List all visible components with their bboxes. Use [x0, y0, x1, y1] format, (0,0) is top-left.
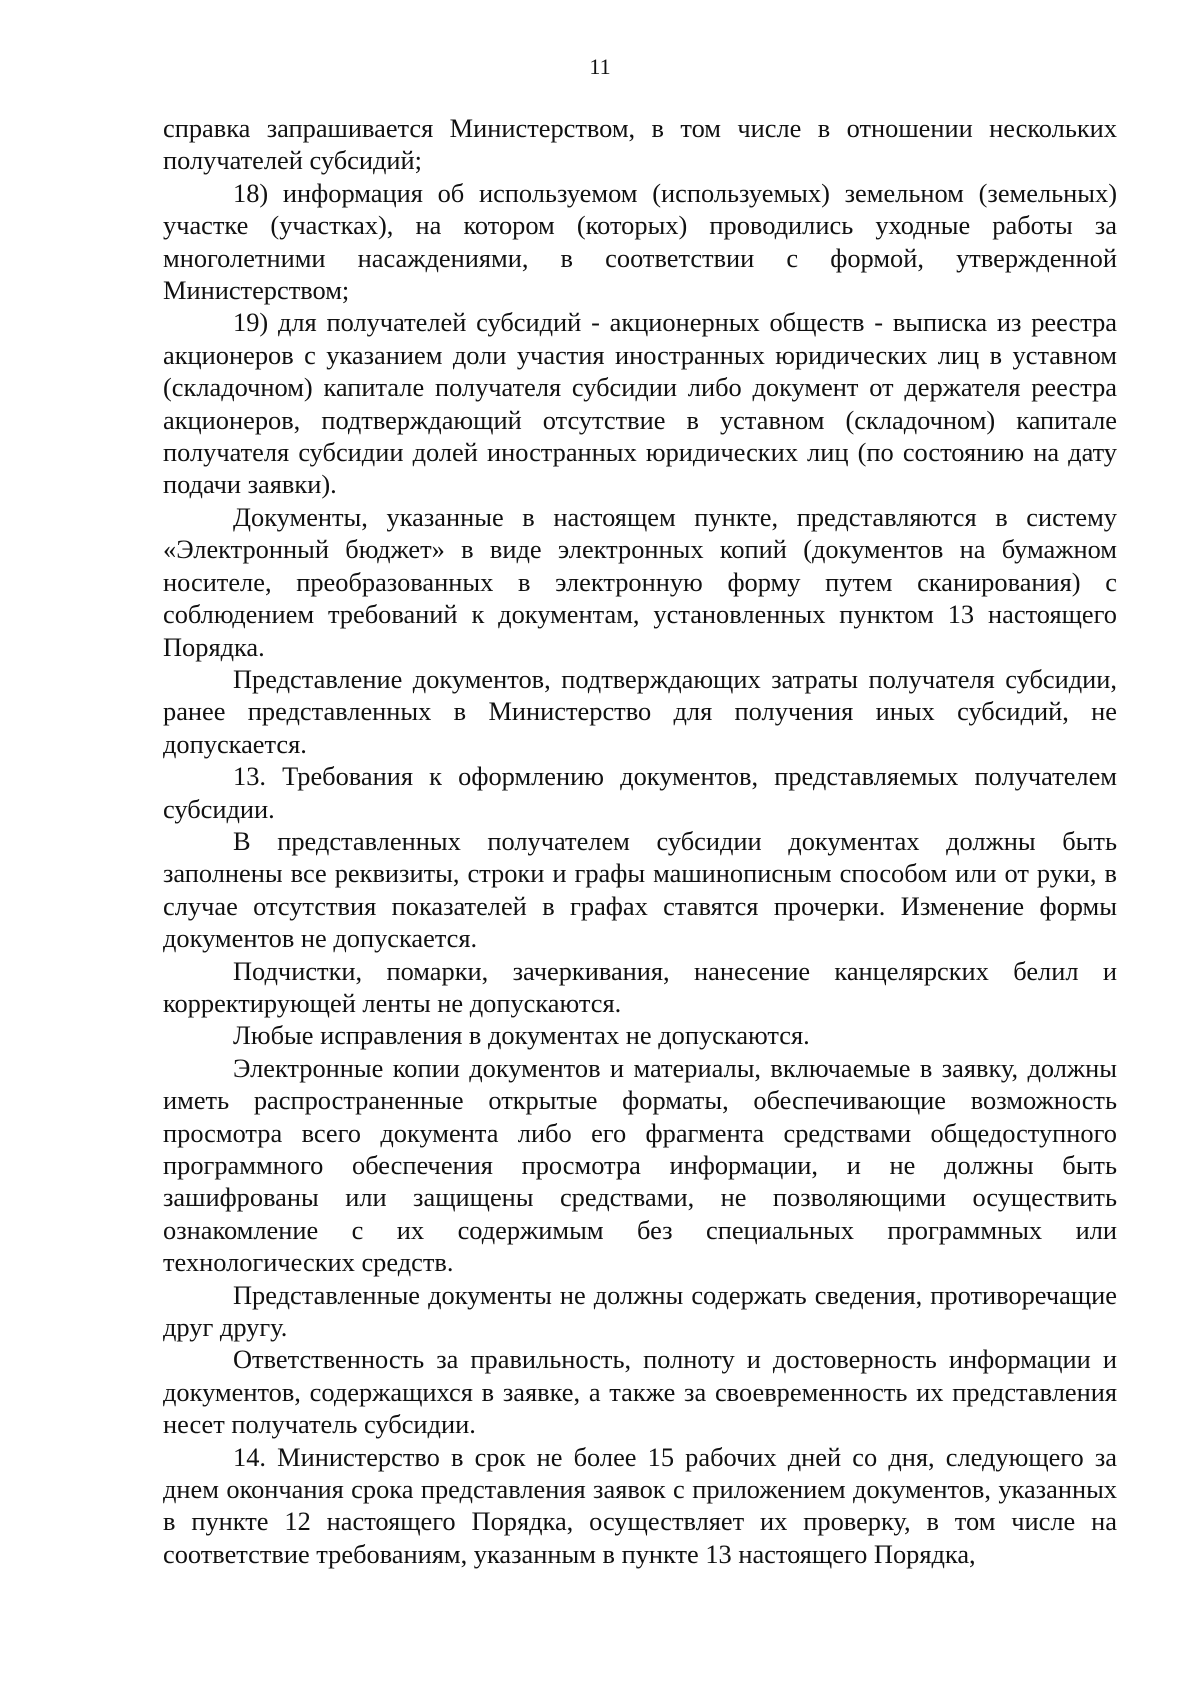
paragraph-documents-submission: Документы, указанные в настоящем пункте, представляются в систему «Электронный бюджет» в виде электронных копий (документов на бумажном носителе, преобразованных в электронную форму путем сканирования) с соблюдением требований к документам, установленных пунктом 13 настоящего Порядка. — [163, 501, 1117, 662]
paragraph-corrections-forbidden: Подчистки, помарки, зачеркивания, нанесение канцелярских белил и корректирующей ленты не допускаются. — [163, 955, 1117, 1018]
paragraph-responsibility: Ответственность за правильность, полноту и достоверность информации и документов, содержащихся в заявке, а также за своевременность их представления несет получатель субсидии. — [163, 1344, 1117, 1440]
paragraph-section-14: 14. Министерство в срок не более 15 рабочих дней со дня, следующего за днем окончания срока представления заявок с приложением документов, указанных в пункте 12 настоящего Порядка, осуществляет их проверку, в том числе на соответствие требованиям, указанным в пункте 13 настоящего Порядка, — [163, 1441, 1117, 1569]
paragraph-item-18: 18) информация об используемом (используемых) земельном (земельных) участке (участках), на котором (которых) проводились уходные работы за многолетними насаждениями, в соответствии с формой, утвержденной Министерством; — [163, 177, 1117, 306]
paragraph-costs-documents: Представление документов, подтверждающих затраты получателя субсидии, ранее представленных в Министерство для получения иных субсидий, не допускается. — [163, 663, 1117, 759]
paragraph-no-fixes: Любые исправления в документах не допускаются. — [233, 1020, 810, 1051]
page-number: 11 — [589, 54, 611, 79]
paragraph-item-19: 19) для получателей субсидий - акционерных обществ - выписка из реестра акционеров с указанием доли участия иностранных юридических лиц в уставном (складочном) капитале получателя субсидии либо документ от держателя реестра акционеров, подтверждающий отсутствие в уставном (складочном) капитале получателя субсидии долей иностранных юридических лиц (по состоянию на дату подачи заявки). — [163, 307, 1117, 500]
paragraph-requisites: В представленных получателем субсидии документах должны быть заполнены все реквизиты, строки и графы машинописным способом или от руки, в случае отсутствия показателей в графах ставятся прочерки. Изменение формы документов не допускается. — [163, 825, 1117, 954]
paragraph-no-contradictions: Представленные документы не должны содержать сведения, противоречащие друг другу. — [163, 1279, 1117, 1343]
paragraph-section-13-heading: 13. Требования к оформлению документов, представляемых получателем субсидии. — [163, 761, 1117, 824]
document-text-body — [163, 112, 1117, 1570]
paragraph-electronic-copies: Электронные копии документов и материалы, включаемые в заявку, должны иметь распространенные открытые форматы, обеспечивающие возможность просмотра всего документа либо его фрагмента средствами общедоступного программного обеспечения просмотра информации, и не должны быть зашифрованы или защищены средствами, не позволяющими осуществить ознакомление с их содержимым без специальных программных или технологических средств. — [163, 1052, 1117, 1278]
paragraph-continuation: справка запрашивается Министерством, в том числе в отношении нескольких получателей субсидий; — [163, 113, 1117, 176]
